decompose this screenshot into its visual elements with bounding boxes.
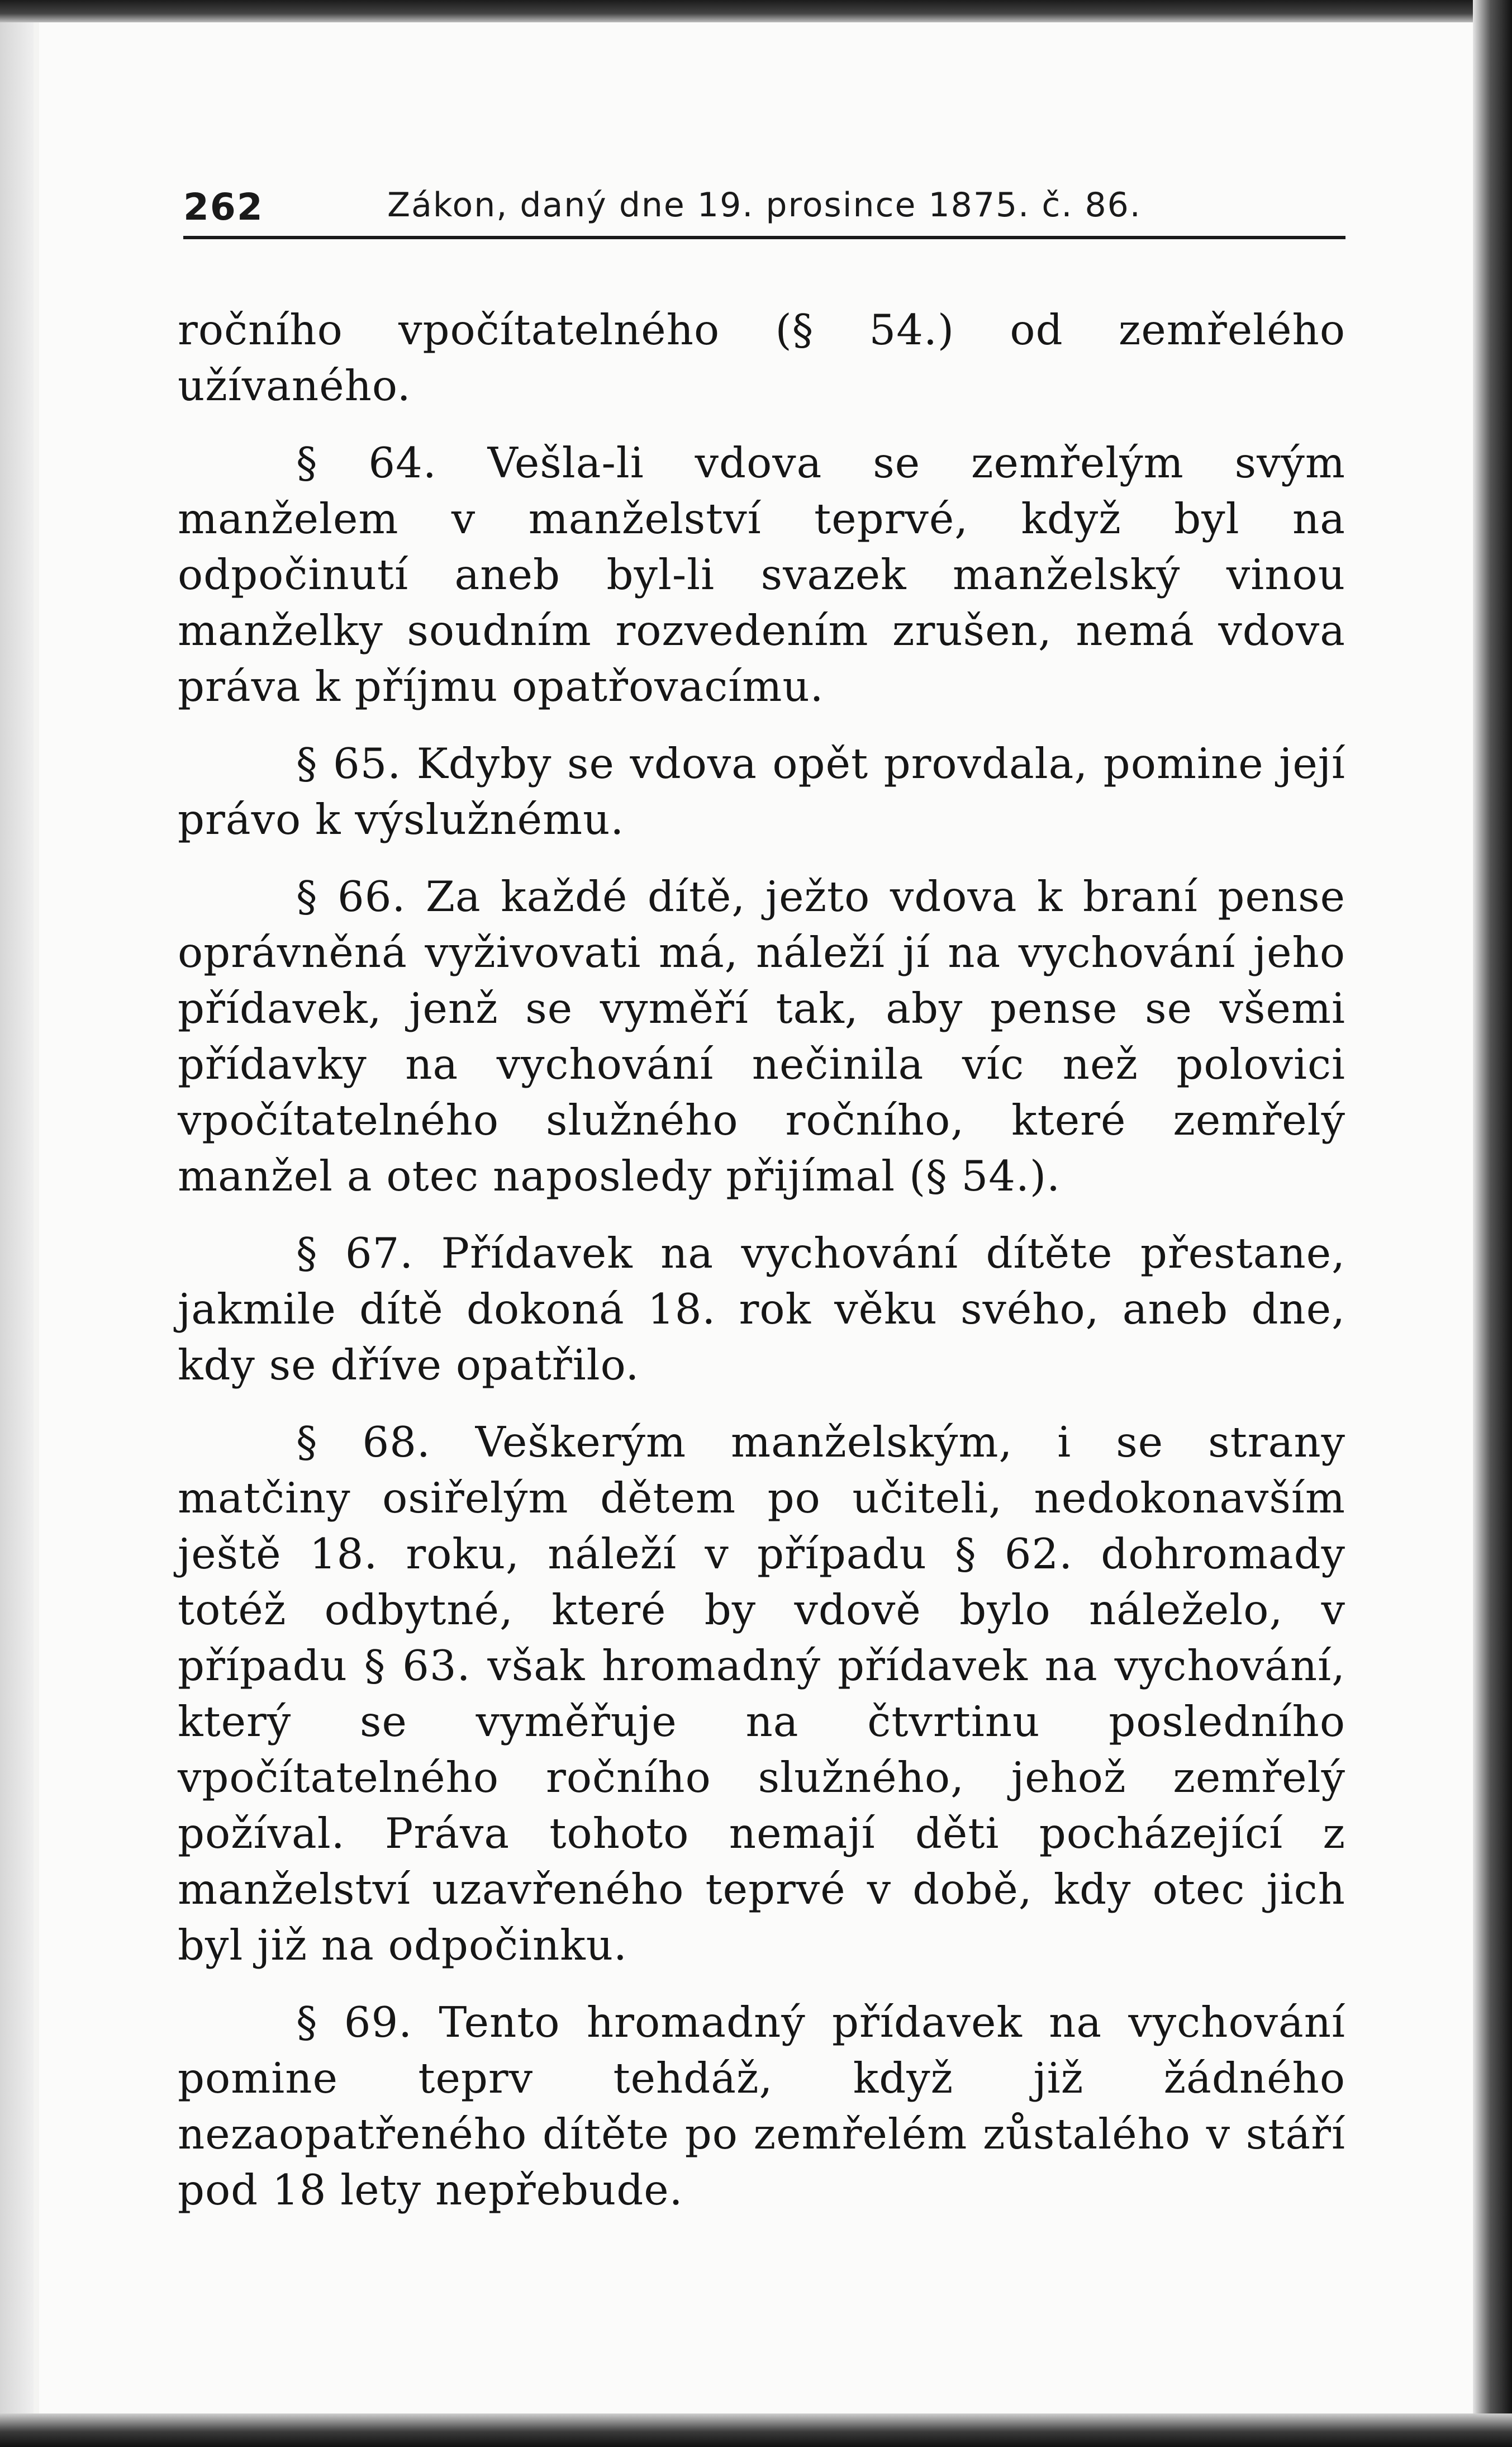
paragraph-section-69: § 69. Tento hromadný přídavek na vychování pomine teprv tehdáž, když již žádného nezaopatřeného dítěte po zemřelém zůstalého v stáří pod 18 lety nepřebude. xyxy=(178,1998,1345,2214)
paragraph-continuation: ročního vpočítatelného (§ 54.) od zemřelého užívaného. xyxy=(178,305,1345,410)
scan-edge-top xyxy=(0,0,1512,22)
paragraph-section-67: § 67. Přídavek na vychování dítěte přestane, jakmile dítě dokoná 18. rok věku svého, aneb dne, kdy se dříve opatřilo. xyxy=(178,1229,1345,1390)
paragraph-section-64: § 64. Vešla-li vdova se zemřelým svým manželem v manželství teprvé, když byl na odpočinutí aneb byl-li svazek manželský vinou manželky soudním rozvedením zrušen, nemá vdova práva k příjmu opatřovacímu. xyxy=(178,438,1345,711)
paragraph-section-65: § 65. Kdyby se vdova opět provdala, pomine její právo k výslužnému. xyxy=(178,739,1345,844)
scan-edge-bottom xyxy=(0,2413,1512,2447)
scan-edge-right xyxy=(1473,0,1512,2447)
running-title: Zákon, daný dne 19. prosince 1875. č. 86. xyxy=(387,186,1142,225)
scan-edge-left xyxy=(0,0,34,2447)
page-number: 262 xyxy=(183,186,264,229)
page-header xyxy=(183,178,1345,239)
paragraph-section-68: § 68. Veškerým manželským, i se strany matčiny osiřelým dětem po učiteli, nedokonavším ještě 18. roku, náleží v případu § 62. dohromady totéž odbytné, které by vdově bylo náleželo, v případu § 63. však hromadný přídavek na vychování, který se vyměřuje na čtvrtinu posledního vpočítatelného ročního služného, jehož zemřelý požíval. Práva tohoto nemají děti pocházející z manželství uzavřeného teprvé v době, kdy otec jich byl již na odpočinku. xyxy=(178,1417,1345,1970)
body-text xyxy=(178,302,1345,2239)
paragraph-section-66: § 66. Za každé dítě, ježto vdova k braní pense oprávněná vyživovati má, náleží jí na vychování jeho přídavek, jenž se vyměří tak, aby pense se všemi přídavky na vychování nečinila víc než polovici vpočítatelného služného ročního, které zemřelý manžel a otec naposledy přijímal (§ 54.). xyxy=(178,872,1345,1201)
